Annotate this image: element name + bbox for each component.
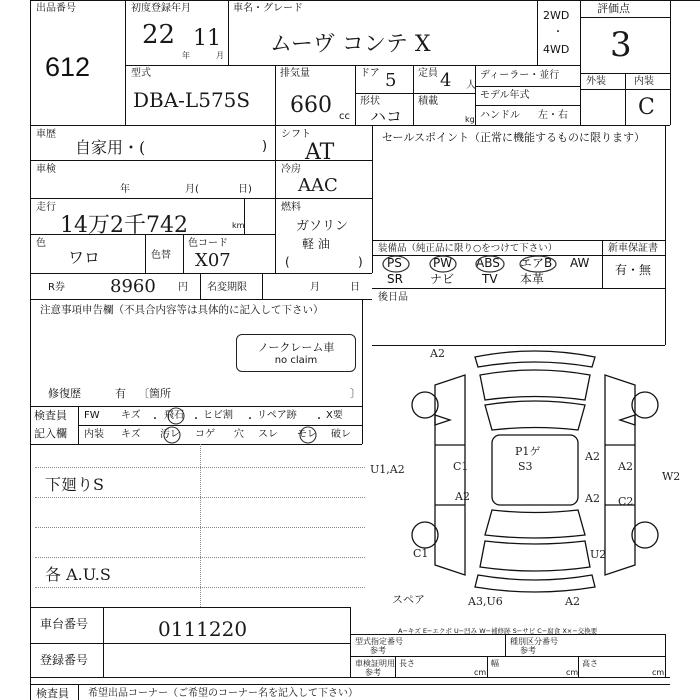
name-change-day: 日	[350, 282, 360, 293]
int-item-3: コゲ	[195, 429, 215, 440]
equip-sr: SR	[387, 272, 403, 286]
no-claim-en: no claim	[274, 355, 318, 366]
displacement-unit: cc	[339, 111, 350, 122]
record-label: 記入欄	[34, 427, 67, 440]
equip-abs: ABS	[476, 256, 500, 270]
equipment-label: 装備品（純正品に限り○をつけて下さい）	[378, 243, 558, 254]
int-item-2: 汚レ	[160, 429, 180, 440]
footer-inspector: 検査員	[36, 687, 69, 700]
color-code-value: X07	[195, 250, 231, 271]
equip-tv: TV	[482, 272, 498, 286]
drive-dot: ・	[553, 27, 563, 38]
no-claim-stamp	[236, 334, 356, 372]
registration-month: 11	[193, 26, 221, 51]
chassis-value: DBA-L575S	[133, 88, 251, 112]
name-change-month: 月	[310, 282, 320, 293]
length-unit: cm	[474, 668, 487, 677]
repair-label: 修復歴	[48, 387, 81, 400]
registration-year: 22	[142, 20, 176, 50]
inspection-year: 年	[120, 184, 130, 195]
color-change-label: 色替	[151, 250, 171, 261]
mark-rear-right: A2	[565, 595, 580, 608]
ps-circle	[383, 256, 409, 272]
model-name-label: 車名・グレード	[233, 3, 303, 14]
int-item-5: スレ	[258, 429, 278, 440]
load-unit: kg	[465, 115, 475, 124]
interior-check-label: 内装	[84, 429, 104, 440]
class-label: 種別区分番号	[510, 637, 558, 646]
load-label: 積載	[418, 96, 438, 107]
vin-label: 車台番号	[40, 617, 89, 631]
mark-right-side2: C2	[618, 495, 634, 508]
history-value: 自家用・(	[75, 138, 146, 157]
fw-item-3: ヒビ割	[203, 410, 233, 421]
width-label: 幅	[491, 659, 499, 668]
recycle-value: 8960	[110, 276, 156, 297]
fw-item-1: キズ	[121, 410, 141, 421]
footer-corner: 希望出品コーナー（ご希望のコーナー名を記入して下さい）	[88, 688, 358, 699]
body-type-value: ハコ	[370, 107, 403, 126]
mark-roof: P1ゲ	[515, 445, 541, 458]
mark-left-rear: C1	[413, 547, 429, 560]
front-bumper	[475, 351, 595, 367]
equipment-circles	[372, 255, 602, 290]
shift-label: シフト	[281, 129, 311, 140]
mark-left-mid: C1	[453, 460, 469, 473]
grade-value: 3	[610, 25, 632, 65]
recycle-unit: 円	[178, 282, 188, 293]
equip-airbag: エアB	[520, 256, 553, 270]
doors-label: ドア	[360, 68, 380, 79]
vin-value: 0111220	[158, 617, 248, 641]
warranty-label: 新車保証書	[608, 243, 658, 254]
mileage-unit: km	[232, 221, 245, 230]
fuel-paren-open: (	[285, 255, 290, 269]
repair-place: 〔箇所	[138, 387, 171, 400]
registration-no-label: 登録番号	[40, 653, 89, 667]
width-unit: cm	[566, 668, 579, 677]
month-unit: 月	[216, 51, 224, 60]
wheel-rear-left	[412, 522, 438, 548]
trunk	[480, 541, 590, 571]
mark-right-front: A2	[585, 450, 600, 463]
height-label: 高さ	[582, 659, 598, 668]
lot-label: 出品番号	[36, 3, 76, 14]
warranty-value: 有・無	[615, 263, 652, 277]
mark-left-front: U1,A2	[370, 463, 405, 476]
right-side	[605, 375, 635, 575]
fuel-paren-close: )	[358, 255, 363, 269]
car-damage-diagram	[370, 345, 690, 615]
int-item-7: 破レ	[331, 429, 351, 440]
interior-value: C	[638, 95, 655, 120]
shift-value: AT	[305, 140, 335, 165]
grade-label: 評価点	[597, 2, 630, 15]
check-circles	[78, 406, 362, 446]
drive-2wd: 2WD	[543, 9, 570, 22]
fw-item-4: リペア跡	[257, 410, 297, 421]
equip-ps: PS	[387, 256, 402, 270]
handle-label: ハンドル	[480, 110, 520, 121]
class-ref: 参考	[520, 646, 536, 655]
mileage-label: 走行	[36, 202, 56, 213]
inspection-label: 車検	[36, 164, 56, 175]
year-unit: 年	[182, 51, 190, 60]
capacity-value: 4	[440, 70, 452, 91]
height-unit: cm	[652, 668, 665, 677]
windshield	[485, 401, 585, 430]
color-label: 色	[36, 238, 46, 249]
model-year-label: モデル年式	[480, 90, 530, 101]
fuel-label: 燃料	[281, 202, 301, 213]
fw-item-5: X要	[326, 410, 343, 421]
model-name-value: ムーヴ コンテ X	[270, 32, 431, 57]
pw-circle	[430, 256, 456, 272]
capacity-label: 定員	[418, 68, 438, 79]
length-label: 長さ	[399, 659, 415, 668]
checker-label: 検査員	[34, 409, 67, 422]
mark-right-side1: A2	[618, 460, 633, 473]
fuel-value1: ガソリン	[296, 219, 349, 234]
notes-label: 注意事項申告欄（不具合内容等は具体的に記入して下さい）	[40, 304, 324, 316]
cert-label: 車検証明用	[355, 659, 395, 668]
type-designation-ref: 参考	[370, 646, 386, 655]
fw-label: FW	[84, 410, 100, 421]
registration-label: 初度登録年月	[131, 3, 191, 14]
displacement-label: 排気量	[280, 68, 310, 79]
aftermarket-label: 後日品	[378, 292, 408, 303]
int-item-6: モレ	[297, 429, 317, 440]
airbag-circle	[520, 256, 556, 272]
drive-4wd: 4WD	[543, 43, 570, 56]
history-close: )	[262, 139, 268, 154]
wheel-front-right	[632, 392, 658, 418]
dealer-label: ディーラー・並行	[480, 70, 560, 81]
lot-number: 612	[45, 52, 91, 82]
exterior-label: 外装	[586, 76, 606, 87]
repair-value: 有	[115, 387, 126, 400]
cert-ref: 参考	[365, 668, 381, 677]
equip-aw: AW	[570, 256, 590, 270]
inspection-day: 日)	[238, 184, 252, 195]
displacement-value: 660	[290, 93, 332, 118]
capacity-unit: 人	[466, 80, 476, 91]
ac-value: AAC	[298, 175, 338, 196]
mark-rear: A3,U6	[468, 595, 503, 608]
wheel-front-left	[412, 392, 438, 418]
history-label: 車歴	[36, 129, 56, 140]
rear-bumper	[475, 575, 595, 592]
repair-close: 〕	[350, 387, 361, 400]
sales-point-label: セールスポイント（正常に機能するものに限ります）	[382, 131, 646, 144]
inspection-month: 月(	[185, 184, 199, 195]
mark-front: A2	[430, 347, 445, 360]
mark-right-rear: U2	[590, 548, 607, 561]
hood	[480, 370, 590, 400]
handle-options: 左・右	[538, 110, 568, 121]
ac-label: 冷房	[281, 164, 301, 175]
mark-right-door: A2	[585, 492, 600, 505]
int-item-1: キズ	[121, 429, 141, 440]
recycle-label: R券	[48, 282, 65, 293]
chassis-label: 型式	[131, 68, 151, 79]
rear-window	[485, 510, 585, 538]
equip-navi: ナビ	[430, 272, 455, 286]
equip-leather: 本革	[520, 272, 545, 286]
abs-circle	[476, 256, 504, 272]
body-type-label: 形状	[360, 96, 380, 107]
mark-spare: スペア	[392, 593, 425, 606]
left-side	[435, 375, 465, 575]
wheel-rear-right	[632, 522, 658, 548]
fw-item-2: 飛石	[164, 410, 184, 421]
mileage-value: 14万2千742	[60, 213, 188, 238]
color-code-label: 色コード	[188, 238, 228, 249]
color-value: ワロ	[68, 248, 101, 267]
note-each: 各 A.U.S	[45, 565, 111, 584]
fuel-value2: 軽 油	[302, 237, 330, 251]
mark-windshield: W2	[662, 470, 681, 483]
no-claim-jp: ノークレーム車	[257, 341, 335, 354]
note-underbody: 下廻りS	[45, 475, 104, 494]
doors-value: 5	[385, 70, 397, 91]
interior-label: 内装	[634, 76, 654, 87]
mark-left-door: A2	[455, 490, 470, 503]
mark-roof2: S3	[518, 460, 533, 473]
type-designation-label: 型式指定番号	[355, 637, 403, 646]
legend: A−キズ E−エクボ U−凹み W−補修跡 S−サビ C−腐食 X×−交換要	[398, 627, 598, 635]
equip-pw: PW	[433, 256, 453, 270]
int-item-4: 穴	[234, 429, 244, 440]
name-change-label: 名変期限	[207, 282, 247, 293]
